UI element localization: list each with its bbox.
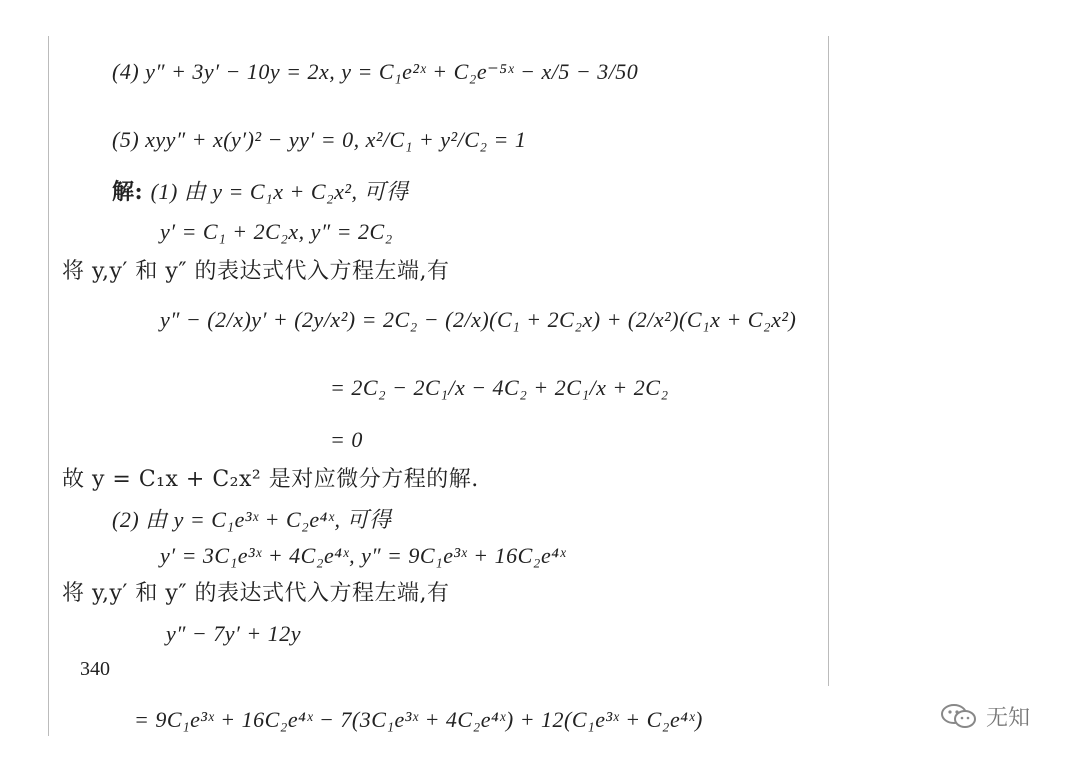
wechat-icon [940, 702, 978, 730]
solution-part-1-text: (1) 由 y = C₁x + C₂x², 可得 [150, 179, 409, 204]
result-zero: = 0 [330, 427, 363, 452]
derivatives-1: y′ = C₁ + 2C₂x, y″ = 2C₂ [160, 219, 393, 244]
equation-5: (5) xyy″ + x(y′)² − yy′ = 0, x²/C₁ + y²/C₂ = 1 [112, 127, 527, 152]
page-number: 340 [80, 658, 110, 680]
equation-4: (4) y″ + 3y′ − 10y = 2x, y = C₁e²ˣ + C₂e⁻⁵ˣ − x/5 − 3/50 [112, 59, 639, 84]
left-margin-rule [48, 36, 49, 736]
solution-part-1-intro [112, 178, 409, 207]
solution-label: 解: [112, 179, 144, 205]
derivatives-2: y′ = 3C₁e³ˣ + 4C₂e⁴ˣ, y″ = 9C₁e³ˣ + 16C₂e⁴ˣ [160, 543, 567, 568]
right-margin-rule [828, 36, 829, 686]
conclusion-1: 故 y = C₁x + C₂x² 是对应微分方程的解. [62, 467, 479, 492]
substitution-1: y″ − (2/x)y′ + (2y/x²) = 2C₂ − (2/x)(C₁ + 2C₂x) + (2/x²)(C₁x + C₂x²) [160, 307, 797, 332]
substitute-text-2: 将 y,y′ 和 y″ 的表达式代入方程左端,有 [62, 581, 450, 606]
substitute-text-1: 将 y,y′ 和 y″ 的表达式代入方程左端,有 [62, 259, 450, 284]
simplification-1: = 2C₂ − 2C₁/x − 4C₂ + 2C₁/x + 2C₂ [330, 375, 669, 400]
solution-part-2-intro: (2) 由 y = C₁e³ˣ + C₂e⁴ˣ, 可得 [112, 507, 392, 532]
substitution-2: y″ − 7y′ + 12y [166, 621, 301, 646]
expansion-2: = 9C₁e³ˣ + 16C₂e⁴ˣ − 7(3C₁e³ˣ + 4C₂e⁴ˣ) + 12(C₁e³ˣ + C₂e⁴ˣ) [134, 707, 703, 732]
watermark [940, 700, 1030, 732]
watermark-text: 无知 [986, 705, 1031, 731]
